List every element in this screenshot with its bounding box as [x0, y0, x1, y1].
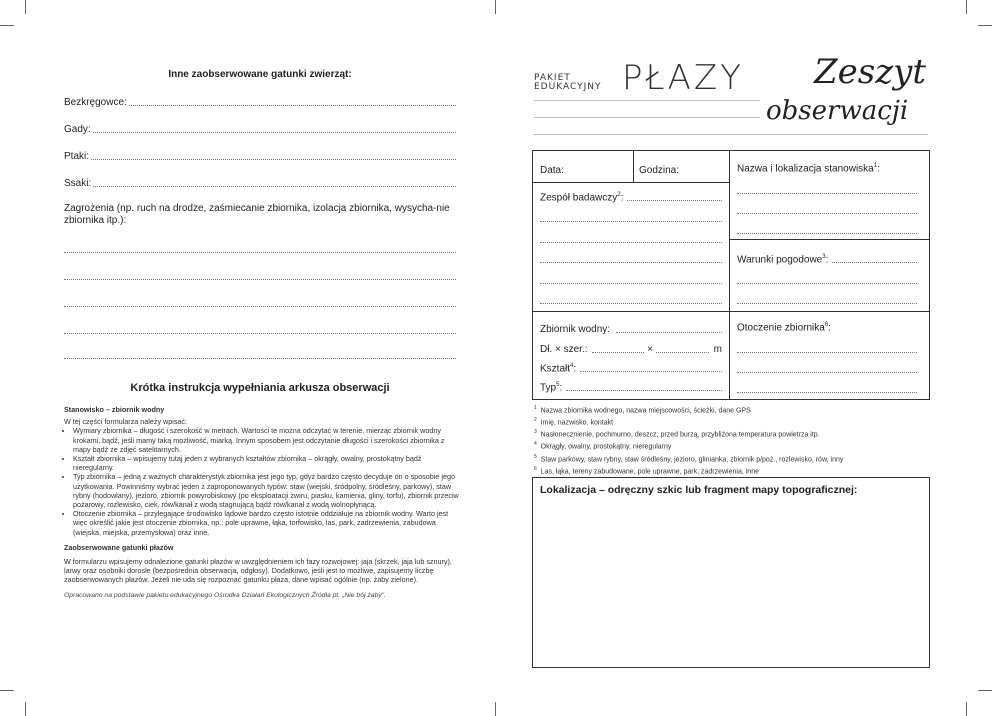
site-blank-2[interactable]	[737, 213, 917, 214]
weather-blank-3[interactable]	[737, 303, 917, 304]
footnote-3	[534, 428, 930, 440]
footnote-text: Las, łąka, tereny zabudowane, pole uprawne, park, zadrzewienia, inne	[540, 467, 759, 475]
team-blank[interactable]	[627, 192, 722, 201]
instructions-title: Krótka instrukcja wypełniania arkusza obserwacji	[130, 382, 390, 394]
site-footnote-ref: 1	[873, 163, 878, 169]
table-divider	[532, 311, 929, 312]
footnote-2	[534, 416, 930, 428]
field-mammals-blank[interactable]	[93, 177, 456, 187]
list-item: • Typ zbiornika – jedną z ważnych charakterystyk zbiornika jest jego typ, gdyż bardzo często decyduje on o sposobie jego użytkowania. Powinniśmy wybrać jeden z zaproponowanych typów: staw (wiejski, śródpolny, śródleśny, parkowy), staw rybny (hodowlany), jezioro, zbiornik powyrobiskowy (po eksploatacji żwiru, piasku, kamienia, gliny, torfu), zbiornik przeciw pożarowy, rozlewisko, ciek, rów/kanał z wodą stagnującą bądź rów/kanał z wodą wolnopłynącą.	[73, 472, 460, 509]
surroundings-footnote-ref: 6	[824, 322, 829, 328]
water-body-label: Zbiornik wodny:	[540, 324, 611, 335]
dimensions-label: Dł. × szer.:	[540, 344, 588, 355]
section-site-intro: W tej części formularza należy wpisać:	[64, 417, 188, 427]
weather-field[interactable]: Warunki pogodowe$^3$:	[737, 254, 917, 265]
location-title: Lokalizacja – odręczny szkic lub fragment mapy topograficznej:	[540, 484, 858, 496]
list-item: • Wymiary zbiornika – długość i szerokość w metrach. Wartości te można odczytać w terenie, mierząc zbiornik wodny krokami, bądź, jeśli mamy taką możliwość, miarką. Innym sposobem jest odczytanie długości i szerokości zbiornika z mapy bądź ze zdjęć satelitarnych.	[73, 426, 460, 454]
surroundings-label-text: Otoczenie zbiornika	[737, 322, 825, 334]
team-blank-3[interactable]	[540, 242, 722, 243]
credit-note: Opracowano na podstawie pakietu edukacyjnego Ośrodka Działań Ekologicznych Źródła pt. „Nie bój żaby”.	[64, 591, 386, 599]
threats-blank-4[interactable]	[64, 333, 456, 334]
field-invertebrates[interactable]	[64, 96, 456, 108]
section-site-title: Stanowisko – zbiornik wodny	[64, 405, 165, 414]
section-species-title: Zaobserwowane gatunki płazów	[64, 542, 174, 552]
weather-blank-2[interactable]	[737, 283, 917, 284]
weather-label: Warunki pogodowe	[737, 254, 823, 266]
footnote-1	[534, 404, 930, 416]
team-blank-4[interactable]	[540, 262, 722, 263]
type-field[interactable]: Typ$^5$:	[540, 382, 722, 393]
dimensions-times: ×	[647, 344, 654, 355]
footnote-6	[534, 465, 930, 477]
field-reptiles-blank[interactable]	[93, 123, 456, 133]
footnote-number: 4	[534, 441, 537, 448]
dimensions-unit: m	[713, 344, 723, 355]
table-divider	[532, 182, 730, 183]
width-blank[interactable]	[656, 344, 709, 353]
footnote-number: 2	[534, 417, 537, 424]
weather-footnote-ref: 3	[822, 254, 826, 260]
brand-line-2: EDUKACYJNY	[534, 82, 602, 92]
threats-blank-3[interactable]	[64, 306, 456, 307]
table-divider	[633, 150, 634, 183]
shape-label: Kształt	[540, 363, 571, 375]
list-item: • Otoczenie zbiornika – przylegające środowisko lądowe bardzo często istotnie oddziałuje na zbiornik wodny. Warto jest więc określić jakie jest otoczenie zbiornika, np.: pole uprawne, łąka, torfowisko, las, park, zadrzewienia, zabudowa (wiejska, miejska, przemysłowa) oraz inne.	[73, 509, 460, 537]
footnote-text: Nasłonecznienie, pochmurno, deszcz, przed burzą, przybliżona temperatura powietrza itp.	[540, 431, 820, 439]
threats-blank-2[interactable]	[64, 279, 456, 280]
footnote-4	[534, 440, 930, 452]
field-birds[interactable]	[64, 150, 456, 162]
footnote-number: 1	[534, 405, 537, 411]
type-blank[interactable]	[566, 382, 722, 391]
threats-label: Zagrożenia (np. ruch na drodze, zaśmiecanie zbiornika, izolacja zbiornika, wysycha-nie zbiornika itp.):	[64, 203, 450, 226]
brand-line-1: PAKIET	[534, 73, 571, 83]
list-item: • Kształt zbiornika – wpisujemy tutaj jeden z wybranych kształtów zbiornika – okrągły, owalny, prostokątny bądź nieregularny.	[73, 454, 460, 472]
field-birds-blank[interactable]	[91, 150, 456, 160]
shape-field[interactable]: Kształt$^4$:	[540, 363, 722, 374]
header-rule	[534, 134, 928, 135]
footnote-5	[534, 453, 930, 465]
header-rule	[534, 100, 760, 101]
site-label: Nazwa i lokalizacja stanowiska$^1$:	[737, 163, 880, 175]
site-blank-3[interactable]	[737, 233, 917, 234]
team-blank-6[interactable]	[540, 303, 722, 304]
threats-blank-1[interactable]	[64, 252, 456, 253]
threats-blank-5[interactable]	[64, 358, 456, 359]
team-field[interactable]: Zespół badawczy$^2$:	[540, 192, 722, 203]
footnote-text: Imię, nazwisko, kontakt	[540, 419, 614, 427]
field-mammals[interactable]	[64, 177, 456, 189]
footnote-number: 3	[534, 429, 537, 436]
water-body-field[interactable]	[540, 324, 722, 335]
section-site-list	[64, 426, 460, 536]
location-sketch-area[interactable]	[532, 477, 930, 668]
notebook-title-line-2: obserwacji	[766, 96, 909, 126]
other-species-heading: Inne zaobserwowane gatunki zwierząt:	[168, 69, 352, 80]
date-label: Data:	[540, 165, 564, 176]
team-blank-2[interactable]	[540, 221, 722, 222]
footnote-text: Nazwa zbiornika wodnego, nazwa miejscowości, ścieżki, dane GPS	[540, 407, 751, 415]
notebook-title-line-1: Zeszyt	[814, 52, 926, 92]
footnote-number: 6	[534, 465, 537, 472]
field-reptiles[interactable]	[64, 123, 456, 135]
section-species-text: W formularzu wpisujemy odnalezione gatunki płazów w uwzględnieniem ich fazy rozwojowej: jaja (skrzek, jaja lub sznury), larwy oraz osobniki dorosłe (bezpośrednia obserwacja, odgłosy). Dodatkowo, jeśli jest to możliwe, zapisujemy liczbę zaobserwowanych płazów. Jeżeli nie uda się rozpoznać gatunku płaza, dane wpisać ogólnie (np. żaby zielone).	[64, 557, 452, 585]
team-blank-5[interactable]	[540, 283, 722, 284]
footnote-text: Staw parkowy, staw rybny, staw śródleśny, jezioro, glinianka, zbiornik p/poż., rozlewisko, rów, inny	[540, 455, 844, 463]
shape-footnote-ref: 4	[570, 363, 574, 369]
footnotes	[534, 404, 930, 477]
length-blank[interactable]	[592, 344, 645, 353]
field-mammals-label: Ssaki:	[64, 178, 92, 189]
instructions-section-site	[64, 405, 460, 600]
site-blank-1[interactable]	[737, 193, 917, 194]
header-rule	[534, 117, 760, 118]
type-footnote-ref: 5	[556, 382, 560, 388]
table-divider	[729, 150, 730, 399]
field-invertebrates-label: Bezkręgowce:	[64, 97, 127, 108]
team-label: Zespół badawczy	[540, 192, 618, 204]
site-label-text: Nazwa i lokalizacja stanowiska	[737, 163, 874, 175]
shape-blank[interactable]	[580, 363, 722, 372]
table-divider	[729, 239, 929, 240]
field-invertebrates-blank[interactable]	[129, 96, 456, 106]
surroundings-blank-2[interactable]	[737, 372, 917, 373]
footnote-text: Okrągły, owalny, prostokątny, nieregularny	[540, 443, 672, 451]
surroundings-blank-3[interactable]	[737, 392, 917, 393]
type-label: Typ	[540, 382, 557, 394]
field-birds-label: Ptaki:	[64, 151, 90, 162]
brand-package-label	[534, 74, 601, 92]
time-label: Godzina:	[639, 165, 680, 176]
weather-blank[interactable]	[832, 254, 917, 263]
field-reptiles-label: Gady:	[64, 124, 91, 135]
footnote-number: 5	[534, 453, 537, 460]
brand-amphibians: PŁAZY	[622, 58, 744, 98]
surroundings-blank-1[interactable]	[737, 352, 917, 353]
dimensions-field[interactable]	[540, 344, 722, 355]
team-footnote-ref: 2	[617, 192, 621, 198]
surroundings-label: Otoczenie zbiornika$^6$:	[737, 322, 831, 334]
water-body-blank[interactable]	[616, 324, 722, 333]
